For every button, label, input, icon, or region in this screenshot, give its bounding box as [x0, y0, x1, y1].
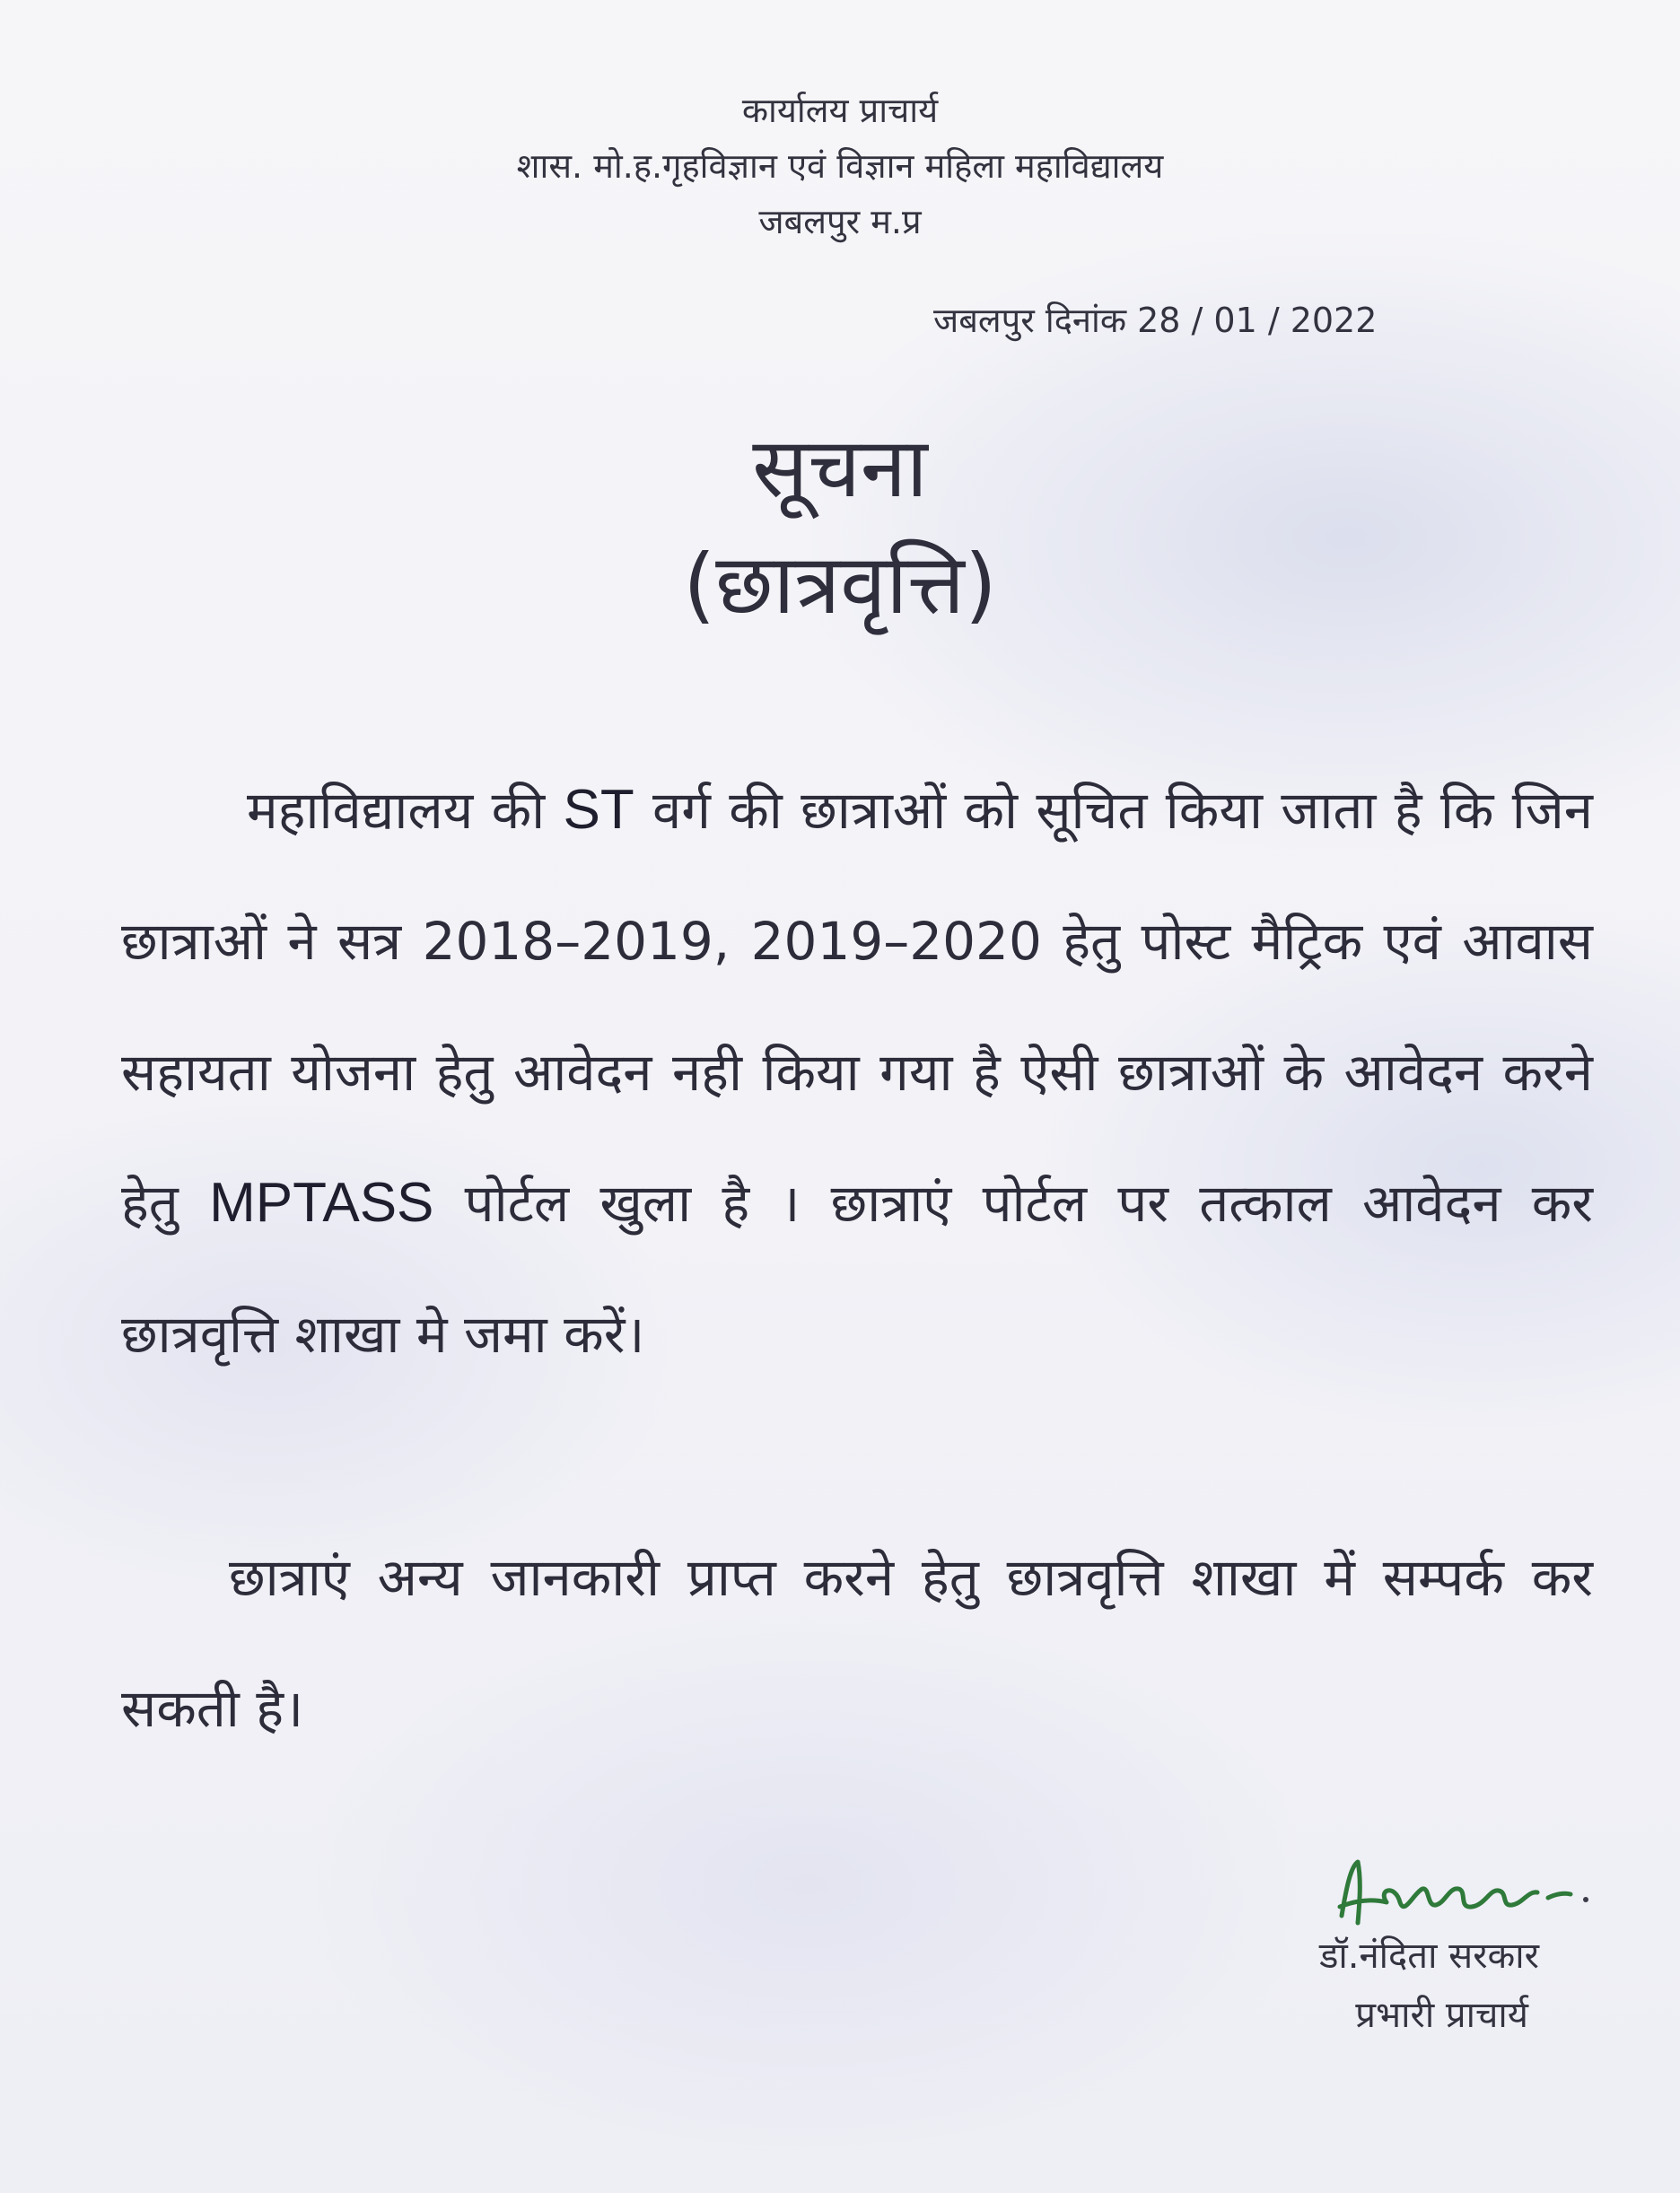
st-category: ST [563, 779, 634, 841]
signatory-designation: प्रभारी प्राचार्य [1355, 1995, 1528, 2036]
p1-text-a: महाविद्यालय की [247, 780, 564, 841]
date-line: जबलपुर दिनांक 28 / 01 / 2022 [933, 301, 1378, 340]
signature-icon [1324, 1853, 1593, 1934]
college-city: जबलपुर म.प्र [758, 202, 922, 241]
mptass-portal-name: MPTASS [209, 1172, 434, 1234]
notice-title: सूचना [752, 420, 928, 516]
notice-subtitle: (छात्रवृत्ति) [683, 537, 997, 633]
office-heading: कार्यालय प्राचार्य [741, 91, 939, 130]
signatory-name: डॉ.नंदिता सरकार [1319, 1935, 1539, 1977]
p1-text-c: पोर्टल खुला है । छात्राएं पोर्टल पर तत्काल आवेदन कर छात्रवृत्ति शाखा मे जमा करें। [121, 1173, 1594, 1365]
notice-paragraph-1 [121, 745, 1593, 1400]
college-name: शास. मो.ह.गृहविज्ञान एवं विज्ञान महिला महाविद्यालय [516, 146, 1164, 186]
p1-text-b: वर्ग की छात्राओं को सूचित किया जाता है कि जिन छात्राओं ने सत्र 2018–2019, 2019–2020 हेतु पोस्ट मैट्रिक एवं आवास सहायता योजना हेतु आवेदन नही किया गया है ऐसी छात्राओं के आवेदन करने हेतु [121, 780, 1593, 1234]
notice-paragraph-2: छात्राएं अन्य जानकारी प्राप्त करने हेतु छात्रवृत्ति शाखा में सम्पर्क कर सकती है। [121, 1547, 1593, 1739]
